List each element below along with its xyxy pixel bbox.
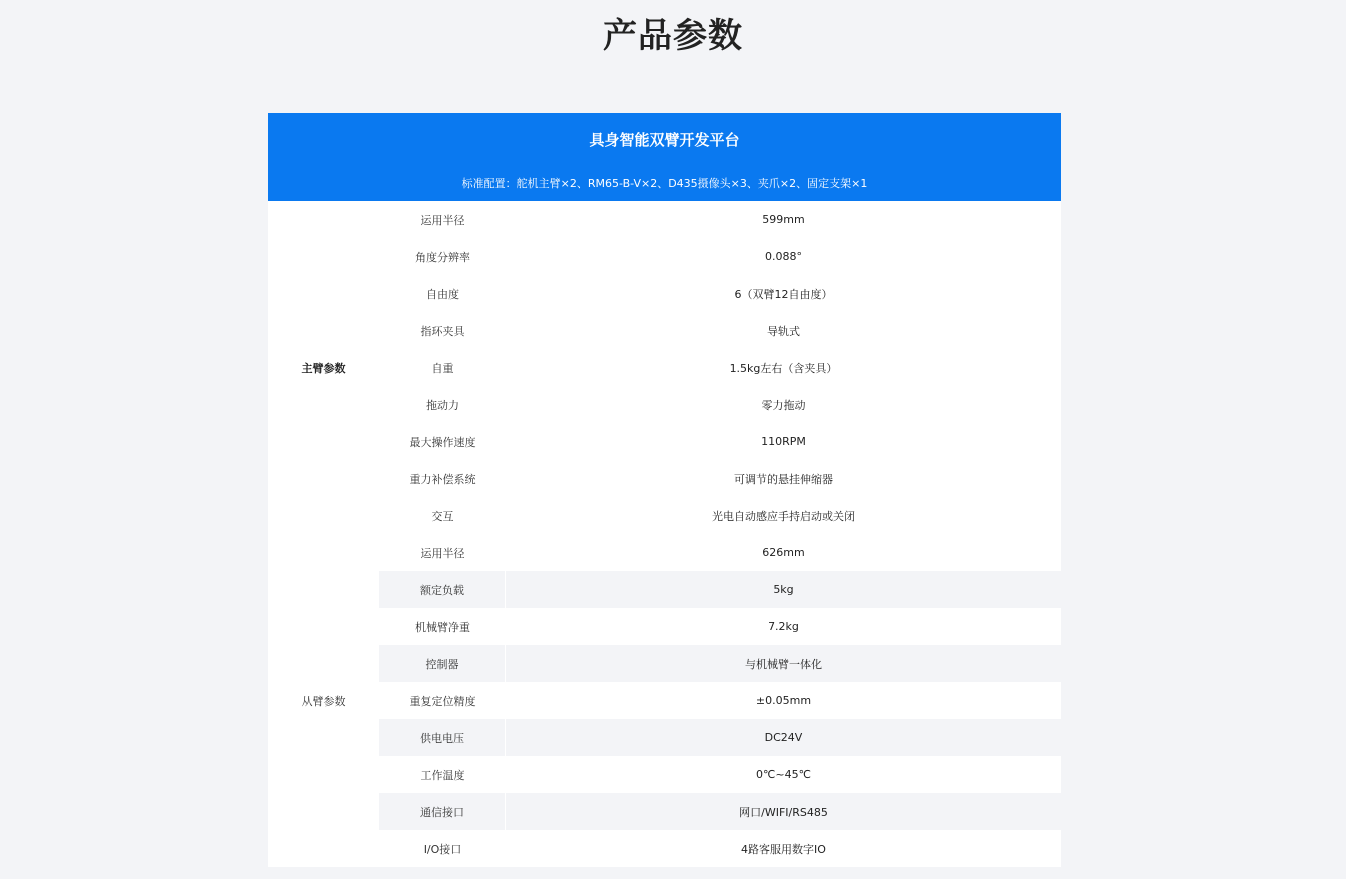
table-row	[379, 460, 1061, 497]
group-label-main-arm: 主臂参数	[301, 361, 346, 375]
param-value: 7.2kg	[768, 620, 799, 633]
param-value: 5kg	[773, 583, 794, 596]
param-name: 指环夹具	[420, 324, 465, 338]
param-value: 0.088°	[765, 250, 802, 263]
table-header	[268, 113, 1061, 201]
param-value: 可调节的悬挂伸缩器	[734, 472, 833, 486]
param-value: 626mm	[762, 546, 805, 559]
param-name: 拖动力	[426, 398, 459, 412]
param-value: 光电自动感应手持启动或关闭	[712, 509, 855, 523]
param-name: 最大操作速度	[409, 435, 476, 449]
param-value: 导轨式	[767, 324, 800, 338]
standard-config: 标准配置：舵机主臂×2、RM65-B-V×2、D435摄像头×3、夹爪×2、固定支架×1	[461, 177, 868, 190]
table-row	[379, 349, 1061, 386]
group-main-arm	[268, 201, 1061, 534]
param-value: 网口/WIFI/RS485	[739, 805, 828, 819]
table-row	[379, 386, 1061, 423]
table-row	[379, 571, 1061, 608]
param-name: 工作温度	[420, 768, 465, 782]
page-title: 产品参数	[603, 16, 743, 56]
param-name: 重复定位精度	[409, 694, 476, 708]
table-row	[379, 312, 1061, 349]
table-row	[379, 275, 1061, 312]
param-name: 自由度	[426, 287, 459, 301]
table-row	[379, 793, 1061, 830]
param-value: 4路客服用数字IO	[741, 842, 826, 856]
table-row	[379, 682, 1061, 719]
table-row	[379, 497, 1061, 534]
table-row	[379, 423, 1061, 460]
table-row	[379, 534, 1061, 571]
group-follower-arm	[268, 534, 1061, 867]
param-name: I/O接口	[423, 842, 462, 856]
param-value: 1.5kg左右（含夹具）	[729, 361, 838, 375]
param-name: 自重	[431, 361, 454, 375]
table-row	[379, 201, 1061, 238]
param-value: ±0.05mm	[755, 694, 812, 707]
group-label-follower-arm: 从臂参数	[301, 694, 346, 708]
spec-table	[268, 113, 1061, 867]
param-value: DC24V	[764, 731, 803, 744]
param-value: 599mm	[762, 213, 805, 226]
param-name: 额定负载	[379, 571, 506, 608]
param-name: 角度分辨率	[415, 250, 470, 264]
table-row	[379, 756, 1061, 793]
table-row	[379, 719, 1061, 756]
param-value: 零力拖动	[761, 398, 806, 412]
table-row	[379, 238, 1061, 275]
param-value: 0℃~45℃	[756, 768, 811, 781]
param-name: 交互	[431, 509, 454, 523]
param-value: 6（双臂12自由度）	[734, 287, 833, 301]
table-title: 具身智能双臂开发平台	[589, 131, 740, 149]
param-name: 运用半径	[420, 546, 465, 560]
table-row	[379, 645, 1061, 682]
param-name: 重力补偿系统	[409, 472, 476, 486]
param-value: 110RPM	[761, 435, 806, 448]
table-row	[379, 830, 1061, 867]
param-name: 供电电压	[379, 719, 506, 756]
param-name: 控制器	[379, 645, 506, 682]
param-name: 机械臂净重	[415, 620, 470, 634]
param-name: 通信接口	[379, 793, 506, 830]
param-name: 运用半径	[420, 213, 465, 227]
param-value: 与机械臂一体化	[745, 657, 822, 671]
table-row	[379, 608, 1061, 645]
